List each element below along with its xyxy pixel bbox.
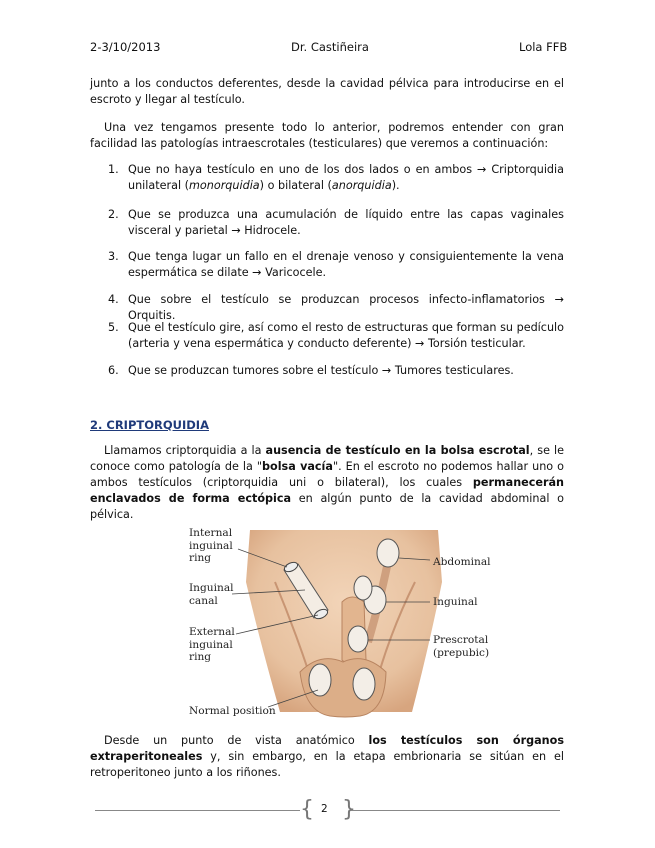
label-abdominal: Abdominal xyxy=(433,556,491,568)
lead-paragraph: Una vez tengamos presente todo lo anterior, podremos entender con gran facilidad las patologías intraescrotales (testiculares) que veremos a continuación: xyxy=(90,121,564,150)
footer-brace-right: } xyxy=(342,797,356,822)
list-number: 6. xyxy=(108,364,119,377)
testis-abdominal xyxy=(377,539,399,567)
intro-paragraph: junto a los conductos deferentes, desde la cavidad pélvica para introducirse en el escroto y llegar al testículo. xyxy=(90,77,564,106)
list-number: 4. xyxy=(108,293,119,306)
list-item xyxy=(108,249,564,281)
testis-normal-left xyxy=(309,664,331,696)
crypto-paragraph: Llamamos criptorquidia a la ausencia de testículo en la bolsa escrotal, se le conoce como patología de la "bolsa vacía". En el escroto no podemos hallar uno o ambos testículos (criptorquidia uni o bilateral), los cuales permanecerán enclavados de forma ectópica en algún punto de la cavidad abdominal o pélvica. xyxy=(90,444,565,521)
list-text: Que se produzca una acumulación de líquido entre las capas vaginales visceral y parietal → Hidrocele. xyxy=(128,208,564,237)
list-item xyxy=(108,320,564,352)
header-date: 2-3/10/2013 xyxy=(90,40,161,54)
label-external-ring: External inguinal ring xyxy=(189,626,235,663)
list-text: Que sobre el testículo se produzcan procesos infecto-inflamatorios → Orquitis. xyxy=(128,293,564,322)
closing-paragraph: Desde un punto de vista anatómico los testículos son órganos extraperitoneales y, sin embargo, en la etapa embrionaria se sitúan en el retroperitoneo junto a los riñones. xyxy=(90,734,564,779)
label-inguinal: Inguinal xyxy=(433,596,478,608)
footer-line-right xyxy=(350,810,560,811)
header-author: Dr. Castiñeira xyxy=(291,40,369,54)
testis-inguinal-2 xyxy=(354,576,372,600)
header-right: Lola FFB xyxy=(519,40,568,54)
testis-normal-right xyxy=(353,668,375,700)
testis-prescrotal xyxy=(348,626,368,652)
page-number: 2 xyxy=(321,803,328,815)
label-prescrotal: Prescrotal (prepubic) xyxy=(433,634,490,659)
list-number: 2. xyxy=(108,208,119,221)
list-text: Que se produzcan tumores sobre el testículo → Tumores testiculares. xyxy=(128,364,514,377)
footer-line-left xyxy=(95,810,300,811)
list-item xyxy=(108,207,564,239)
list-number: 3. xyxy=(108,250,119,263)
list-item xyxy=(108,162,564,194)
list-text: Que el testículo gire, así como el resto de estructuras que forman su pedículo (arteria y vena espermática y conducto deferente) → Torsión testicular. xyxy=(128,321,564,350)
section-heading: 2. CRIPTORQUIDIA xyxy=(90,418,209,432)
label-normal-position: Normal position xyxy=(189,705,276,717)
list-number: 1. xyxy=(108,163,119,176)
list-item xyxy=(108,363,564,379)
label-internal-ring: Internal inguinal ring xyxy=(189,527,233,564)
list-text: Que no haya testículo en uno de los dos lados o en ambos → Criptorquidia unilateral (monorquidia) o bilateral (anorquidia). xyxy=(128,163,564,192)
list-number: 5. xyxy=(108,321,119,334)
footer-brace-left: { xyxy=(300,797,314,822)
label-inguinal-canal: Inguinal canal xyxy=(189,582,234,607)
list-text: Que tenga lugar un fallo en el drenaje venoso y consiguientemente la vena espermática se dilate → Varicocele. xyxy=(128,250,564,279)
